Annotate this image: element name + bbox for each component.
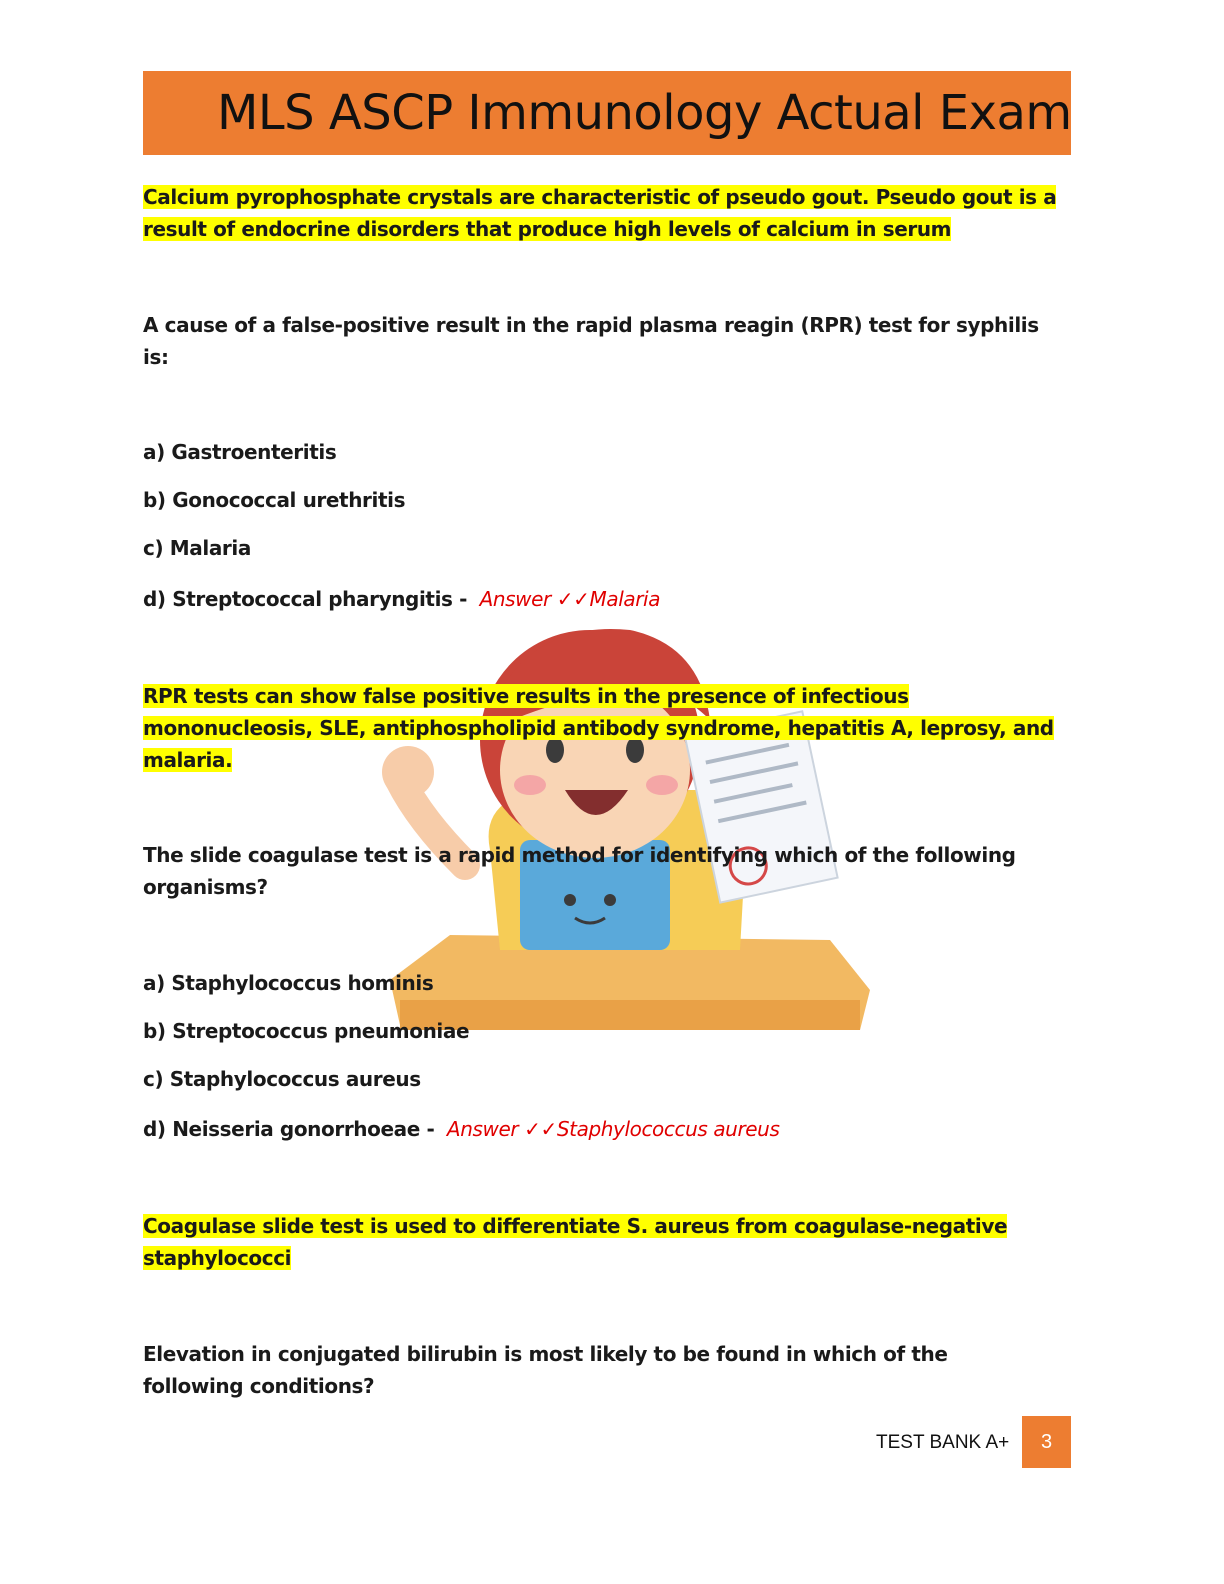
question-text: The slide coagulase test is a rapid method for identifying which of the following — [143, 843, 1016, 867]
page-number: 3 — [1022, 1416, 1071, 1468]
question-text: following conditions? — [143, 1374, 375, 1398]
explanation-line: mononucleosis, SLE, antiphospholipid antibody syndrome, hepatitis A, leprosy, and — [143, 716, 1054, 740]
answer-text: Answer ✓✓Staphylococcus aureus — [446, 1117, 780, 1141]
note-line: result of endocrine disorders that produce high levels of calcium in serum — [143, 217, 952, 241]
option-b: b) Streptococcus pneumoniae — [143, 1019, 470, 1043]
footer-label: TEST BANK A+ — [876, 1432, 1010, 1453]
answer-text: Answer ✓✓Malaria — [479, 587, 661, 611]
explanation-line: Coagulase slide test is used to differentiate S. aureus from coagulase-negative — [143, 1214, 1008, 1238]
explanation-line: malaria. — [143, 748, 233, 772]
option-c: c) Staphylococcus aureus — [143, 1067, 421, 1091]
explanation-line: staphylococci — [143, 1246, 292, 1270]
option-b: b) Gonococcal urethritis — [143, 488, 406, 512]
question-text: Elevation in conjugated bilirubin is most likely to be found in which of the — [143, 1342, 948, 1366]
option-d: d) Streptococcal pharyngitis - — [143, 587, 474, 611]
question-text: organisms? — [143, 875, 268, 899]
note-line: Calcium pyrophosphate crystals are characteristic of pseudo gout. Pseudo gout is a — [143, 185, 1057, 209]
explanation-line: RPR tests can show false positive results in the presence of infectious — [143, 684, 909, 708]
question-text: A cause of a false-positive result in the rapid plasma reagin (RPR) test for syphilis — [143, 313, 1039, 337]
option-a: a) Staphylococcus hominis — [143, 971, 434, 995]
option-c: c) Malaria — [143, 536, 251, 560]
option-d: d) Neisseria gonorrhoeae - — [143, 1117, 441, 1141]
student-mascot-illustration — [370, 600, 880, 1050]
question-text: is: — [143, 345, 169, 369]
option-a: a) Gastroenteritis — [143, 440, 337, 464]
page-title: MLS ASCP Immunology Actual Exam — [217, 85, 1072, 141]
